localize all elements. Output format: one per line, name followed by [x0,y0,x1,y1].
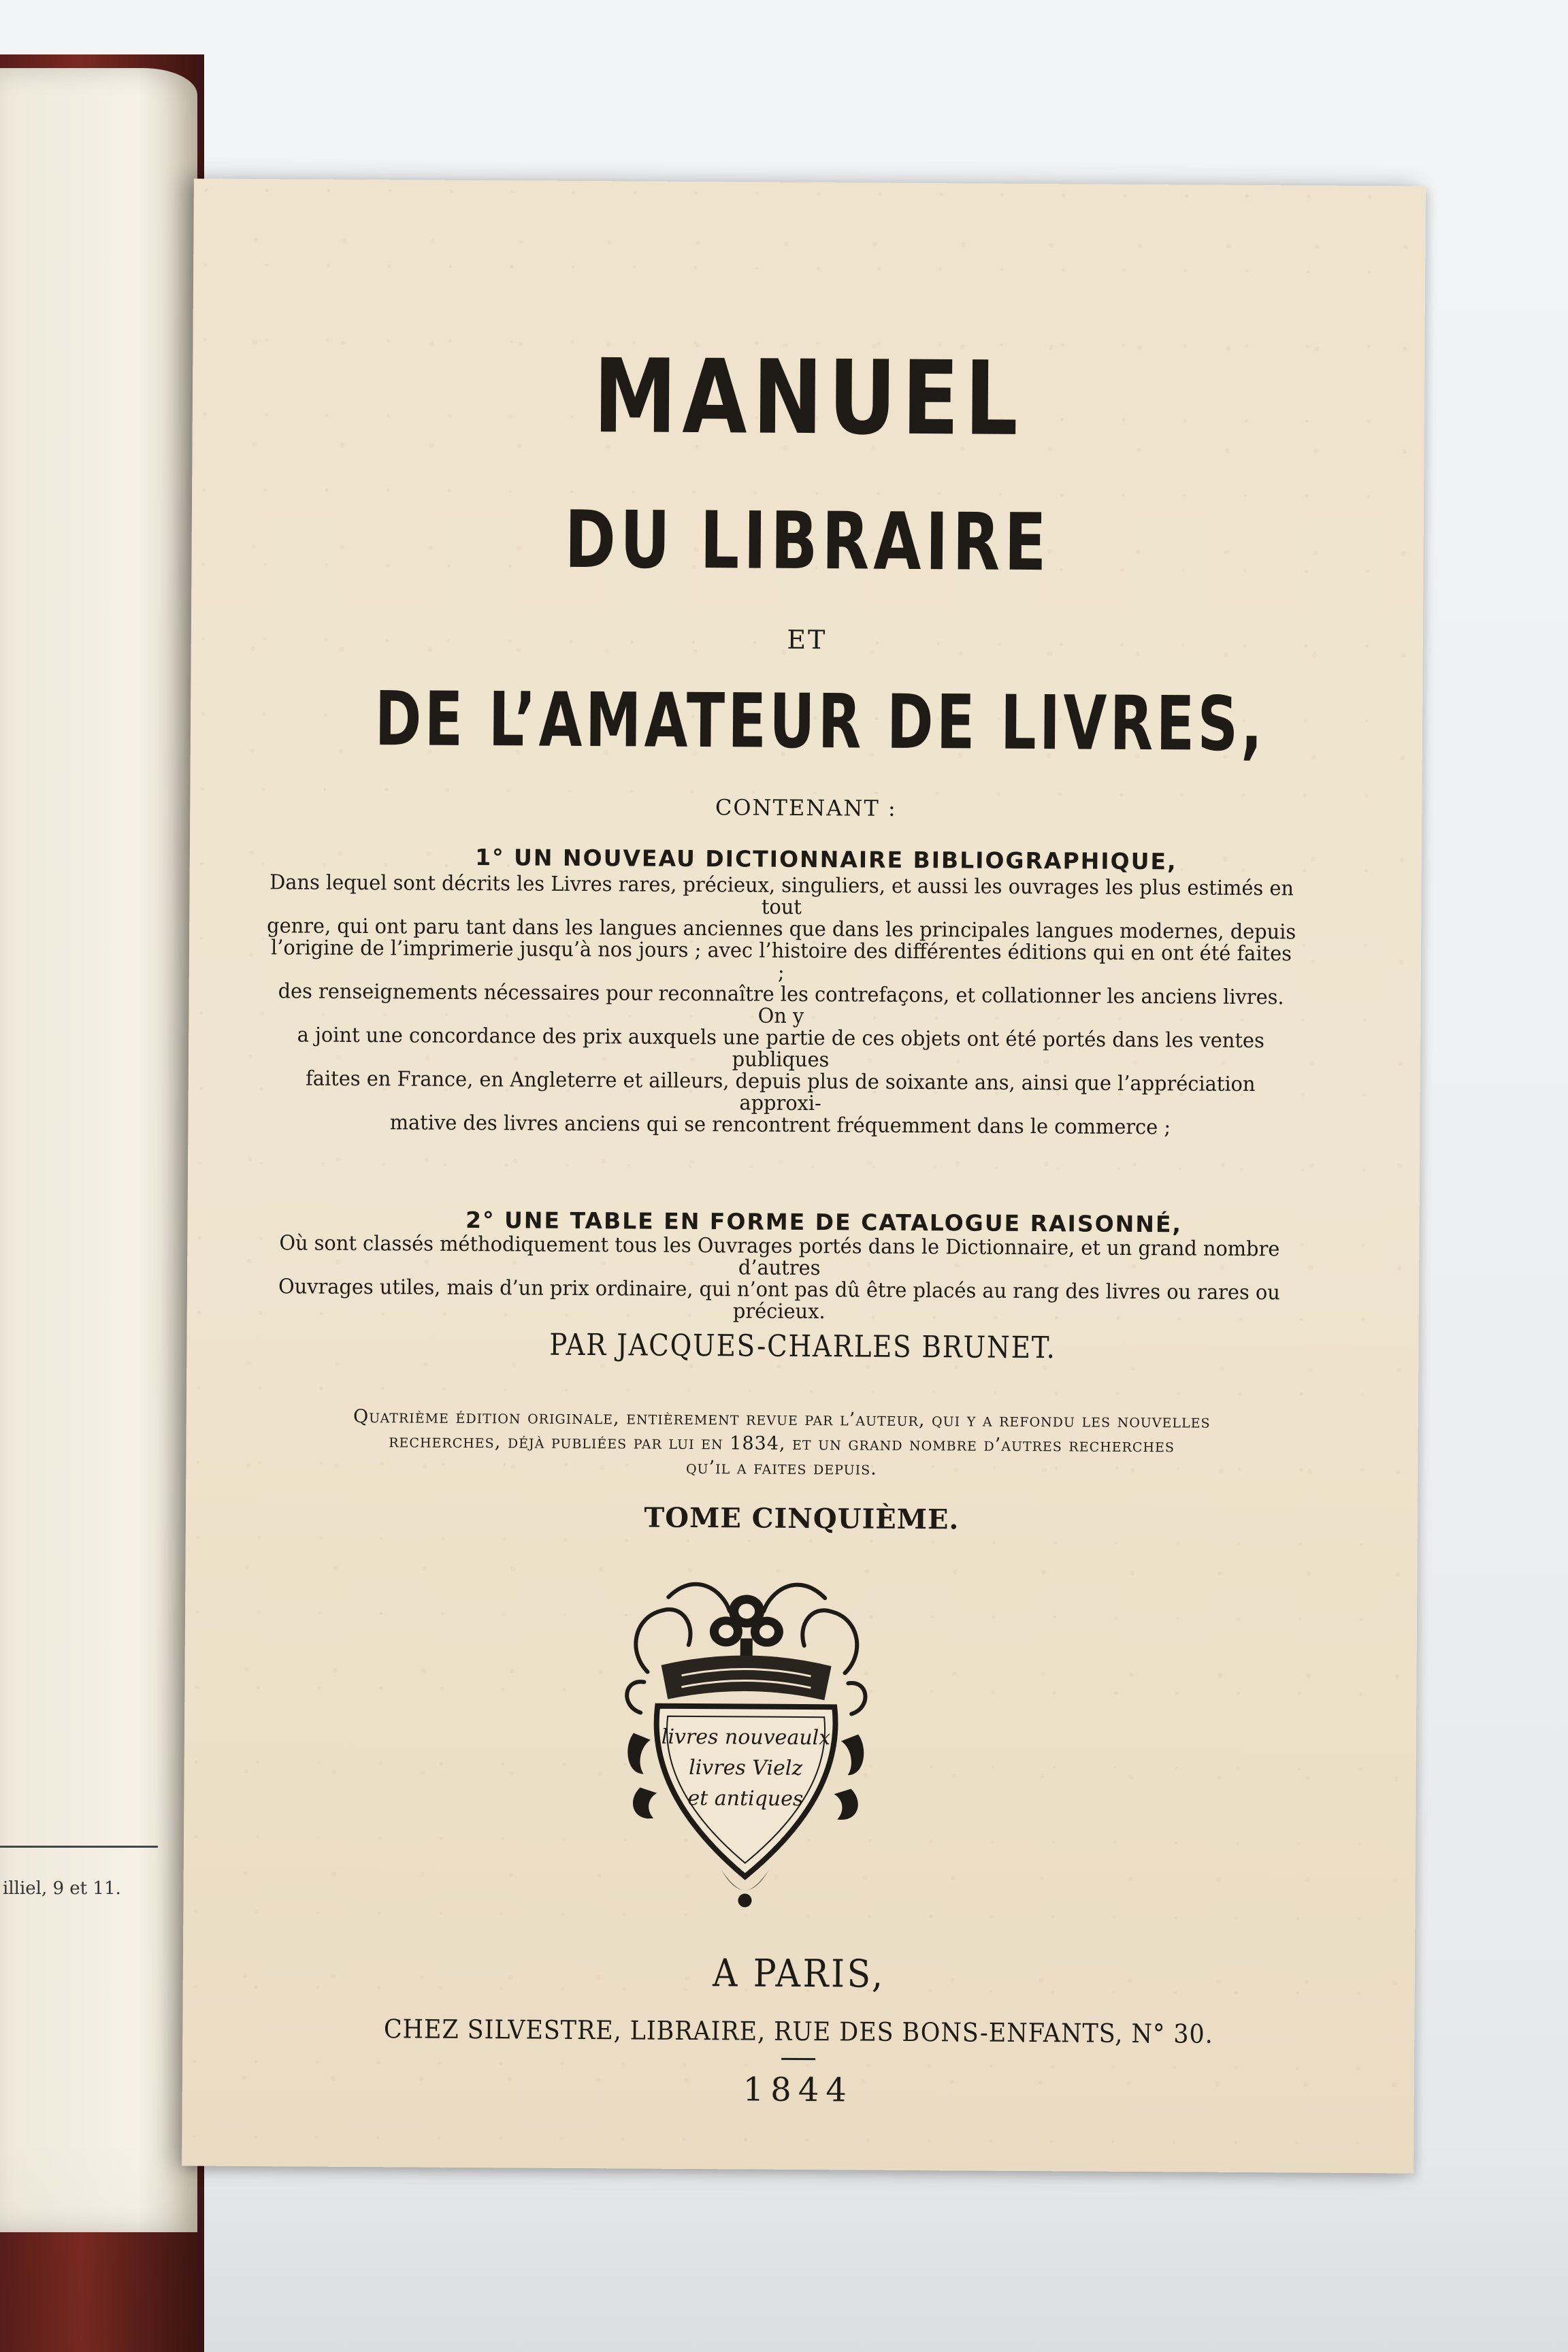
section-1-line: l’origine de l’imprimerie jusqu’à nos jours ; avec l’histoire des différentes éditions qui en ont été faites ; [270,936,1292,985]
section-1-line: a joint une concordance des prix auxquels une partie de ces objets ont été portés dans les ventes publiques [297,1023,1264,1073]
printer-mark-icon [619,1569,872,1911]
imprint-publisher: CHEZ SILVESTRE, LIBRAIRE, RUE DES BONS-ENFANTS, N° 30. [383,2014,1213,2049]
mark-motto-line: et antiques [687,1786,804,1812]
left-page-fragment: illiel, 9 et 11. [3,1878,121,1899]
section-1-line: Dans lequel sont décrits les Livres rares, précieux, singuliers, et aussi les ouvrages les plus estimés en tout [270,870,1294,919]
title-et: ET [787,624,828,655]
section-2-line: Ouvrages utiles, mais d’un prix ordinaire, qui n’ont pas dû être placés au rang des livres ou rares ou précieux. [278,1275,1280,1324]
edition-line: qu’il a faites depuis. [685,1456,877,1480]
section-2-heading: 2° UNE TABLE EN FORME DE CATALOGUE RAISONNÉ, [466,1206,1183,1238]
section-2-paragraph [248,1232,1311,1326]
tome-label: TOME CINQUIÈME. [644,1501,960,1536]
imprint-rule [781,2058,815,2060]
section-2-line: Où sont classés méthodiquement tous les Ouvrages portés dans le Dictionnaire, et un grand nombre d’autres [279,1231,1280,1281]
edition-statement [261,1404,1303,1484]
author-line: PAR JACQUES-CHARLES BRUNET. [549,1327,1056,1366]
edition-line: Quatrième édition originale, entièrement revue par l’auteur, qui y a refondu les nouvelles [353,1405,1211,1433]
section-1-line: faites en France, en Angleterre et ailleurs, depuis plus de soixante ans, ainsi que l’appréciation approxi- [306,1066,1256,1116]
contenant-label: CONTENANT : [715,794,897,821]
imprint-year: 1844 [742,2070,854,2110]
mark-motto-line: livres nouveaulx [661,1725,831,1750]
title-du-libraire: DU LIBRAIRE [564,493,1051,589]
section-1-line: genre, qui ont paru tant dans les langues anciennes que dans les principales langues modernes, depuis [267,914,1296,945]
section-1-paragraph [242,872,1319,1140]
left-page [0,68,197,2232]
table-shadow [0,2137,1568,2352]
title-page [182,178,1426,2173]
title-manuel: MANUEL [593,338,1024,459]
left-page-rule [0,1846,158,1848]
section-1-line: mative des livres anciens qui se rencontrent fréquemment dans le commerce ; [389,1111,1171,1140]
mark-motto-line: livres Vielz [689,1755,803,1781]
section-1-heading: 1° UN NOUVEAU DICTIONNAIRE BIBLIOGRAPHIQUE, [475,844,1177,875]
title-amateur-de-livres: DE L’AMATEUR DE LIVRES, [374,675,1266,768]
section-1-line: des renseignements nécessaires pour reconnaître les contrefaçons, et collationner les anciens livres. On y [278,979,1284,1028]
edition-line: recherches, déjà publiées par lui en 1834, et un grand nombre d’autres recherches [389,1431,1175,1457]
imprint-city: A PARIS, [712,1951,885,1997]
